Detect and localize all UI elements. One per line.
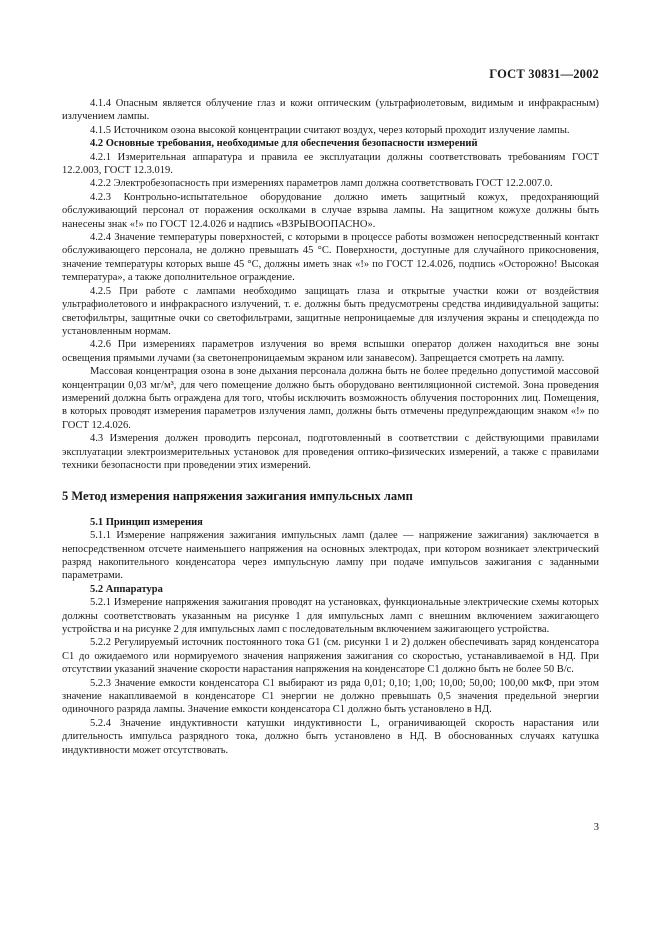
- paragraph: 4.2.2 Электробезопасность при измерениях параметров ламп должна соответствовать ГОСТ 12.2.007.0.: [90, 178, 553, 190]
- paragraph: 4.1.5 Источником озона высокой концентрации считают воздух, через который проходит излучение лампы.: [90, 124, 570, 136]
- paragraph: Массовая концентрация озона в зоне дыхания персонала должна быть не более предельно допустимой массовой концентрации 0,03 мг/м³, для чего помещение должно быть оборудовано вентиляционной системой. Зона проведения измерений должна быть ограждена для того, чтобы исключить возможность облучения посторонних лиц. Помещения, в которых проводят измерения параметров излучения ламп, должны быть отмечены предупреждающим знаком «!» по ГОСТ 12.4.026.: [62, 366, 599, 431]
- paragraph: 5.2.3 Значение емкости конденсатора C1 выбирают из ряда 0,01; 0,10; 1,00; 10,00; 50,00; 100,00 мкФ, при этом значение накапливаемой в конденсаторе C1 энергии не должно превышать 0,5 значения предельной энергии одиночного разряда лампы. Значение емкости конденсатора C1 должно быть установлено в НД.: [62, 677, 599, 716]
- paragraph: 4.2.5 При работе с лампами необходимо защищать глаза и открытые участки кожи от воздействия ультрафиолетового и инфракрасного излучений, т. е. должны быть предусмотрены средства индивидуальной защиты: светофильтры, защитные очки со светофильтрами, защитные непроницаемые для излучения экраны и спецодежда по установленным нормам.: [62, 285, 599, 337]
- paragraph: 4.2.3 Контрольно-испытательное оборудование должно иметь защитный кожух, предохраняющий обслуживающий персонал от поражения осколками в случае взрыва лампы. На защитном кожухе должны быть нанесены знак «!» по ГОСТ 12.4.026 и надпись «ВЗРЫВООПАСНО».: [62, 191, 599, 230]
- paragraph: 5.2.2 Регулируемый источник постоянного тока G1 (см. рисунки 1 и 2) должен обеспечивать заряд конденсатора C1 до ожидаемого или нормируемого значения напряжения зажигания со скоростью, устанавливаемой в НД. При отсутствии указаний значение скорости нарастания напряжения на конденсаторе C1 должно быть не более 50 В/с.: [62, 637, 599, 676]
- paragraph: 4.1.4 Опасным является облучение глаз и кожи оптическим (ультрафиолетовым, видимым и инфракрасным) излучением лампы.: [62, 98, 599, 123]
- paragraph: 4.2.1 Измерительная аппаратура и правила ее эксплуатации должны соответствовать требованиям ГОСТ 12.2.003, ГОСТ 12.3.019.: [62, 151, 599, 177]
- document-id: ГОСТ 30831—2002: [489, 67, 599, 81]
- paragraph: 5.2.1 Измерение напряжения зажигания проводят на установках, функциональные электрические схемы которых должны соответствовать указанным на рисунке 1 для импульсных ламп с внешним включением зажигающего устройства и на рисунке 2 для импульсных ламп с последовательным включением зажигающего устройства.: [62, 597, 599, 636]
- paragraph: 5.1.1 Измерение напряжения зажигания импульсных ламп (далее — напряжение зажигания) заключается в непосредственном отсчете наименьшего напряжения на основных электродах, при котором возникает электрический разряд накопительного конденсатора через импульсную лампу при подаче импульсов зажигания с заданными параметрами.: [62, 530, 599, 582]
- page-number: 3: [593, 822, 599, 833]
- document-body: [62, 97, 599, 757]
- paragraph: 4.3 Измерения должен проводить персонал, подготовленный в соответствии с действующими правилами эксплуатации электроизмерительных установок для проведения оптико-физических измерений, а также с правилами техники безопасности при проведении этих измерений.: [62, 433, 599, 471]
- paragraph: 5.2.4 Значение индуктивности катушки индуктивности L, ограничивающей скорость нарастания или длительность импульса разрядного тока, должно быть установлено в НД. В обоснованных случаях катушка индуктивности может отсутствовать.: [62, 717, 599, 756]
- subsection-heading: 4.2 Основные требования, необходимые для обеспечения безопасности измерений: [90, 138, 478, 150]
- paragraph: 4.2.6 При измерениях параметров излучения во время вспышки оператор должен находиться вне зоны освещения прямыми лучами (за светонепроницаемым экраном или занавесом). Запрещается смотреть на лампу.: [62, 339, 599, 364]
- subsection-heading: 5.2 Аппаратура: [90, 583, 163, 595]
- section-heading: 5 Метод измерения напряжения зажигания импульсных ламп: [62, 489, 413, 504]
- subsection-heading: 5.1 Принцип измерения: [90, 516, 203, 528]
- paragraph: 4.2.4 Значение температуры поверхностей, с которыми в процессе работы возможен непосредственный контакт обслуживающего персонала, не должно превышать 45 °С. Поверхности, доступные для случайного прикосновения, значение температуры которых выше 45 °С, должны иметь знак «!» по ГОСТ 12.4.026, подпись «Осторожно! Высокая температура», а также дополнительное ограждение.: [62, 232, 599, 284]
